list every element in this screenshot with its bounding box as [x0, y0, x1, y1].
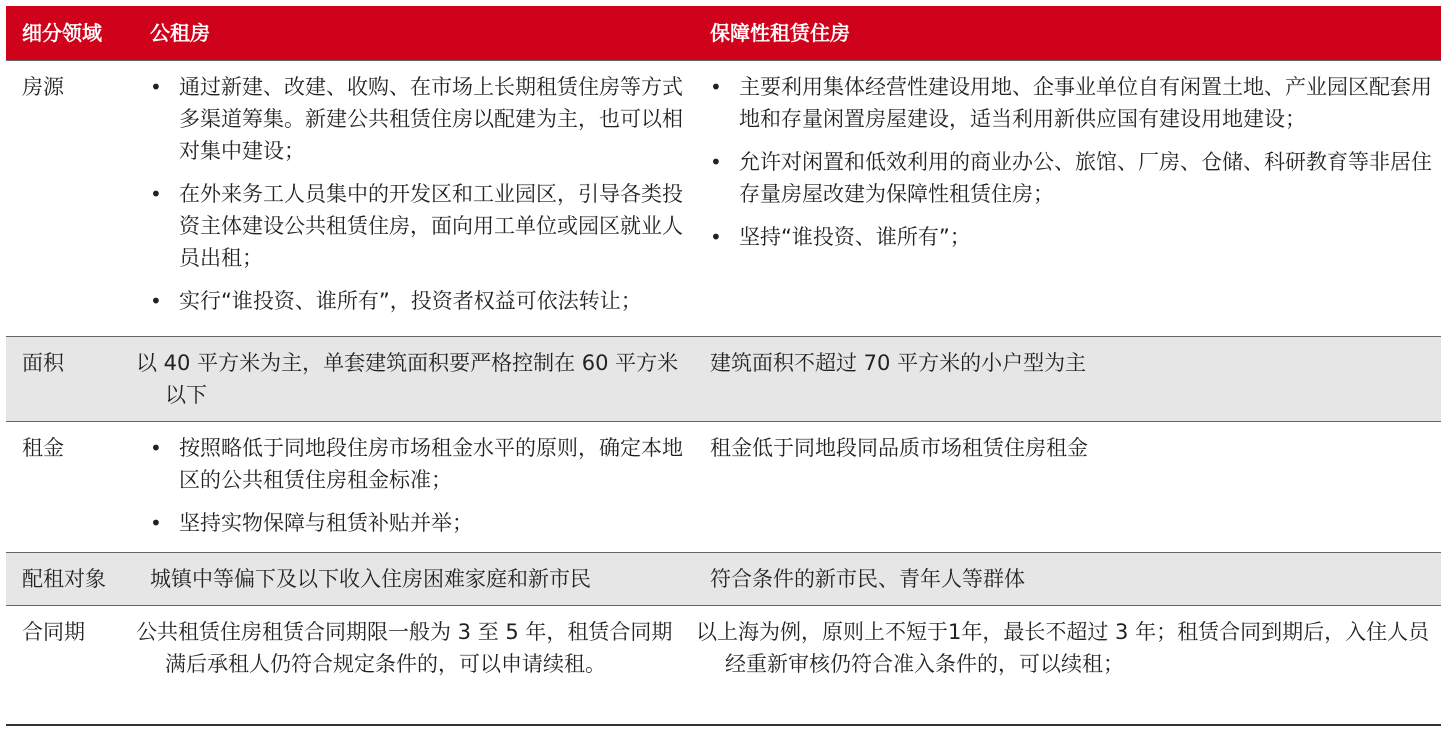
table-row-area: [6, 336, 1441, 421]
table-row-contract-term: [6, 605, 1441, 724]
affordable-rental-cell: [696, 61, 1441, 336]
list-item: • 坚持实物保障与租赁补贴并举；: [150, 507, 688, 539]
affordable-rental-cell: 建筑面积不超过 70 平方米的小户型为主: [710, 351, 1087, 375]
list-item: • 在外来务工人员集中的开发区和工业园区，引导各类投资主体建设公共租赁住房，面向用工单位或园区就业人员出租；: [150, 178, 688, 274]
public-rental-cell: [136, 422, 696, 552]
affordable-rental-cell: 以上海为例，原则上不短于1年，最长不超过 3 年；租赁合同到期后，入住人员经重新审核仍符合准入条件的，可以续租；: [696, 620, 1430, 676]
header-category: 细分领域: [22, 21, 102, 45]
table-header: [6, 6, 1441, 60]
public-rental-cell: 公共租赁住房租赁合同期限一般为 3 至 5 年，租赁合同期满后承租人仍符合规定条件的，可以申请续租。: [136, 620, 673, 676]
header-public-rental: 公租房: [150, 21, 210, 45]
list-item: • 允许对闲置和低效利用的商业办公、旅馆、厂房、仓储、科研教育等非居住存量房屋改建为保障性租赁住房；: [710, 146, 1433, 210]
list-item: • 实行“谁投资、谁所有”，投资者权益可依法转让；: [150, 285, 688, 317]
row-label: 合同期: [22, 620, 85, 644]
row-label: 配租对象: [22, 567, 106, 591]
row-label: 面积: [22, 351, 64, 375]
header-affordable-rental: 保障性租赁住房: [710, 21, 850, 45]
list-item: • 通过新建、改建、收购、在市场上长期租赁住房等方式多渠道筹集。新建公共租赁住房以配建为主，也可以相对集中建设；: [150, 71, 688, 167]
list-item: • 坚持“谁投资、谁所有”；: [710, 221, 1433, 253]
public-rental-cell: 城镇中等偏下及以下收入住房困难家庭和新市民: [150, 567, 591, 591]
public-rental-cell: 以 40 平方米为主，单套建筑面积要严格控制在 60 平方米以下: [136, 351, 679, 407]
list-item: • 主要利用集体经营性建设用地、企事业单位自有闲置土地、产业园区配套用地和存量闲置房屋建设，适当利用新供应国有建设用地建设；: [710, 71, 1433, 135]
row-label: 房源: [22, 75, 64, 99]
list-item: • 按照略低于同地段住房市场租金水平的原则，确定本地区的公共租赁住房租金标准；: [150, 432, 688, 496]
comparison-table: [6, 6, 1441, 726]
affordable-rental-cell: 符合条件的新市民、青年人等群体: [710, 567, 1025, 591]
affordable-rental-cell: 租金低于同地段同品质市场租赁住房租金: [710, 436, 1088, 460]
table-row-rent: [6, 421, 1441, 552]
row-label: 租金: [22, 436, 64, 460]
public-rental-cell: [136, 61, 696, 336]
table-row-eligible-tenants: [6, 552, 1441, 605]
table-row-housing-source: [6, 60, 1441, 336]
